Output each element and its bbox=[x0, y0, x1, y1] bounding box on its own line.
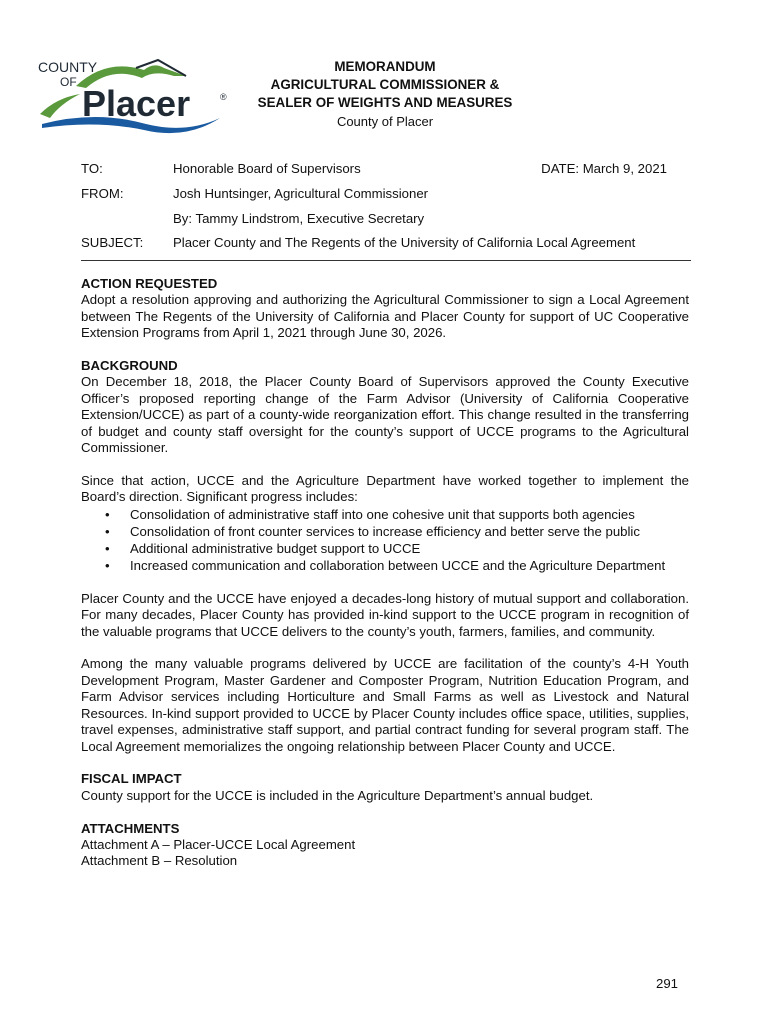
list-item: • Additional administrative budget support to UCCE bbox=[105, 541, 421, 557]
county-logo bbox=[36, 52, 236, 136]
logo-placer-text: Placer bbox=[82, 83, 191, 124]
fiscal-impact-heading: FISCAL IMPACT bbox=[81, 771, 182, 787]
list-item: • Consolidation of front counter services to increase efficiency and better serve the public bbox=[105, 523, 640, 539]
background-paragraph-4: Among the many valuable programs delivered by UCCE are facilitation of the county’s 4-H Youth Development Program, Master Gardener and Composter Program, Nutrition Education Program, and Farm Advisor services including Horticulture and Small Farms as well as Livestock and Natural Resources. In-kind support provided to UCCE by Placer County includes office space, utilities, supplies, travel expenses, administrative staff support, and partial contract funding for several program staff. The Local Agreement memorializes the ongoing relationship between Placer County and UCCE. bbox=[81, 656, 689, 754]
attachment-b: Attachment B – Resolution bbox=[81, 853, 238, 869]
subject-label: SUBJECT: bbox=[81, 235, 144, 250]
background-heading: BACKGROUND bbox=[81, 358, 178, 374]
memo-body bbox=[81, 276, 689, 870]
to-label: TO: bbox=[81, 161, 103, 176]
attachment-a: Attachment A – Placer-UCCE Local Agreement bbox=[81, 836, 356, 852]
list-item: • Increased communication and collaboration between UCCE and the Agriculture Department bbox=[105, 558, 666, 574]
memo-date: DATE: March 9, 2021 bbox=[541, 161, 667, 176]
list-item: • Consolidation of administrative staff into one cohesive unit that supports both agencies bbox=[105, 506, 635, 522]
memo-title: MEMORANDUM bbox=[334, 59, 436, 74]
logo-of-text: OF bbox=[60, 75, 77, 89]
header-divider bbox=[81, 260, 691, 261]
background-paragraph-1: On December 18, 2018, the Placer County Board of Supervisors approved the County Executive Officer’s proposed reporting change of the Farm Advisor (University of California Cooperative Extension/UCCE) as part of a county-wide reorganization effort. This change resulted in the transferring of budget and county staff oversight for the county’s support of UCCE programs to the Agricultural Commissioner. bbox=[81, 374, 689, 456]
action-requested-heading: ACTION REQUESTED bbox=[81, 276, 218, 291]
subject-value: Placer County and The Regents of the University of California Local Agreement bbox=[173, 235, 636, 250]
progress-list bbox=[81, 506, 689, 575]
fiscal-impact-text: County support for the UCCE is included in the Agriculture Department’s annual budget. bbox=[81, 787, 594, 803]
memo-header bbox=[230, 58, 540, 131]
logo-left-green-swoosh bbox=[40, 94, 80, 118]
logo-county-text: COUNTY bbox=[38, 59, 98, 75]
background-paragraph-2: Since that action, UCCE and the Agriculture Department have worked together to implement the Board’s direction. Significant progress includes: bbox=[81, 472, 689, 505]
department-line-2: SEALER OF WEIGHTS AND MEASURES bbox=[257, 95, 513, 110]
attachments-heading: ATTACHMENTS bbox=[81, 820, 180, 836]
background-paragraph-3: Placer County and the UCCE have enjoyed a decades-long history of mutual support and collaboration. For many decades, Placer County has provided in-kind support to the UCCE program in recognition of the valuable programs that UCCE delivers to the county’s youth, farmers, families, and community. bbox=[81, 590, 689, 639]
department-line-1: AGRICULTURAL COMMISSIONER & bbox=[270, 77, 500, 92]
from-value: Josh Huntsinger, Agricultural Commissioner bbox=[173, 186, 429, 201]
action-requested-text: Adopt a resolution approving and authorizing the Agricultural Commissioner to sign a Local Agreement between The Regents of the University of California and Placer County for support of UC Cooperative Extension Programs from April 1, 2021 through June 30, 2026. bbox=[81, 292, 689, 341]
county-subtitle: County of Placer bbox=[336, 114, 434, 129]
page-number: 291 bbox=[655, 976, 678, 991]
logo-registered-mark: ® bbox=[220, 92, 227, 102]
from-label: FROM: bbox=[81, 186, 124, 201]
by-value: By: Tammy Lindstrom, Executive Secretary bbox=[173, 211, 425, 226]
placer-county-logo-graphic bbox=[36, 52, 236, 136]
to-value: Honorable Board of Supervisors bbox=[173, 161, 361, 176]
